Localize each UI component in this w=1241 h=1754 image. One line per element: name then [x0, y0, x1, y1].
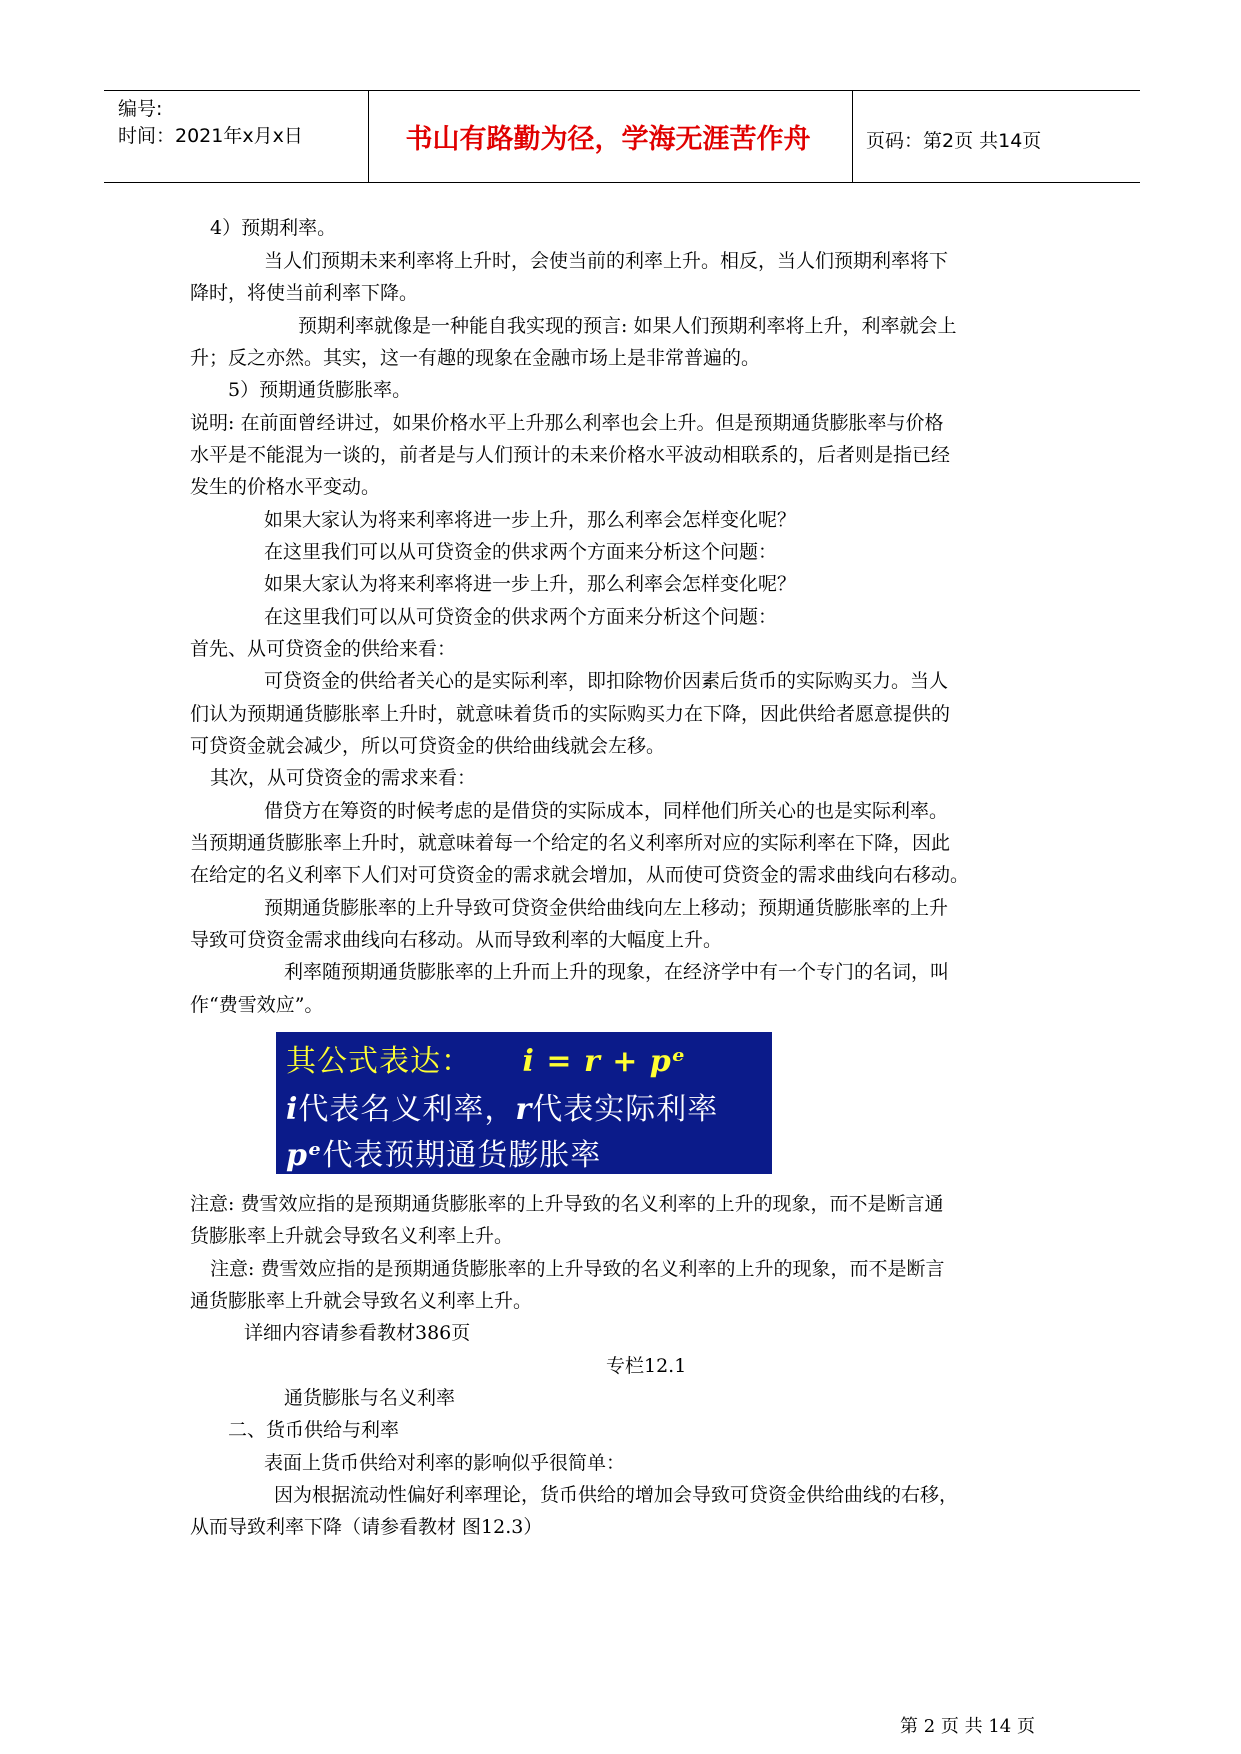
- formula-i-description: 代表名义利率，: [298, 1092, 516, 1127]
- formula-pe-description: 代表预期通货膨胀率: [322, 1138, 602, 1173]
- header-divider-right: [852, 90, 853, 182]
- body-line: 发生的价格水平变动。: [190, 476, 381, 498]
- body-line: 借贷方在筹资的时候考虑的是借贷的实际成本，同样他们所关心的也是实际利率。: [264, 800, 949, 822]
- section-supply: 首先、从可贷资金的供给来看：: [190, 638, 457, 660]
- body-line: 如果大家认为将来利率将进一步上升，那么利率会怎样变化呢？: [264, 509, 797, 531]
- body-line: 作“费雪效应”。: [190, 994, 324, 1016]
- formula-i-symbol: i: [286, 1092, 299, 1127]
- body-line: 表面上货币供给对利率的影响似乎很简单：: [264, 1452, 626, 1474]
- body-line: 在给定的名义利率下人们对可贷资金的需求就会增加，从而使可贷资金的需求曲线向右移动。: [190, 864, 970, 886]
- formula-r-description: 代表实际利率: [532, 1092, 719, 1127]
- reference-line: 详细内容请参看教材386页: [244, 1322, 471, 1344]
- section-demand: 其次，从可贷资金的需求来看：: [210, 767, 477, 789]
- column-title: 专栏12.1: [606, 1355, 687, 1377]
- body-line: 从而导致利率下降（请参看教材 图12.3）: [190, 1516, 543, 1538]
- body-line: 预期利率就像是一种能自我实现的预言: 如果人们预期利率将上升，利率就会上: [298, 315, 957, 337]
- heading-expected-inflation: 5）预期通货膨胀率。: [228, 379, 412, 401]
- body-line: 在这里我们可以从可贷资金的供求两个方面来分析这个问题：: [264, 606, 778, 628]
- formula-r-symbol: r: [515, 1092, 533, 1127]
- body-line: 水平是不能混为一谈的，前者是与人们预计的未来价格水平波动相联系的，后者则是指已经: [190, 444, 951, 466]
- body-line: 可贷资金的供给者关心的是实际利率，即扣除物价因素后货币的实际购买力。当人: [264, 670, 949, 692]
- header-time-label: 时间：2021年x月x日: [118, 125, 303, 147]
- body-line: 如果大家认为将来利率将进一步上升，那么利率会怎样变化呢？: [264, 573, 797, 595]
- fisher-formula-image: [276, 1032, 772, 1174]
- body-line: 升；反之亦然。其实，这一有趣的现象在金融市场上是非常普遍的。: [190, 347, 761, 369]
- body-line: 当人们预期未来利率将上升时，会使当前的利率上升。相反，当人们预期利率将下: [264, 250, 949, 272]
- body-line: 降时，将使当前利率下降。: [190, 282, 419, 304]
- body-line: 在这里我们可以从可贷资金的供求两个方面来分析这个问题：: [264, 541, 778, 563]
- column-subtitle: 通货膨胀与名义利率: [284, 1387, 456, 1409]
- footer-page-number: 第 2 页 共 14 页: [900, 1716, 1035, 1737]
- body-line: 因为根据流动性偏好利率理论，货币供给的增加会导致可贷资金供给曲线的右移，: [274, 1484, 959, 1506]
- section-money-supply: 二、货币供给与利率: [228, 1419, 400, 1441]
- header-bottom-rule: [104, 182, 1140, 183]
- formula-pe-symbol: pᵉ: [286, 1138, 323, 1173]
- note-line: 注意: 费雪效应指的是预期通货膨胀率的上升导致的名义利率的上升的现象，而不是断言: [210, 1258, 945, 1280]
- heading-expected-interest-rate: 4）预期利率。: [210, 217, 337, 239]
- body-line: 们认为预期通货膨胀率上升时，就意味着货币的实际购买力在下降，因此供给者愿意提供的: [190, 703, 951, 725]
- formula-label: 其公式表达：: [286, 1044, 472, 1079]
- formula-equation: i = r + pᵉ: [522, 1044, 687, 1079]
- body-line: 可贷资金就会减少，所以可贷资金的供给曲线就会左移。: [190, 735, 666, 757]
- note-line: 货膨胀率上升就会导致名义利率上升。: [190, 1225, 514, 1247]
- body-line: 利率随预期通货膨胀率的上升而上升的现象，在经济学中有一个专门的名词，叫: [284, 961, 950, 983]
- header-number-label: 编号:: [118, 98, 163, 120]
- header-page-label: 页码：第2页 共14页: [866, 130, 1042, 152]
- body-line: 预期通货膨胀率的上升导致可贷资金供给曲线向左上移动；预期通货膨胀率的上升: [264, 897, 949, 919]
- body-line: 导致可贷资金需求曲线向右移动。从而导致利率的大幅度上升。: [190, 929, 723, 951]
- body-line: 说明: 在前面曾经讲过，如果价格水平上升那么利率也会上升。但是预期通货膨胀率与价格: [190, 412, 944, 434]
- body-line: 当预期通货膨胀率上升时，就意味着每一个给定的名义利率所对应的实际利率在下降，因此: [190, 832, 951, 854]
- header-top-rule: [104, 90, 1140, 91]
- header-motto: 书山有路勤为径，学海无涯苦作舟: [405, 124, 811, 155]
- note-line: 通货膨胀率上升就会导致名义利率上升。: [190, 1290, 533, 1312]
- note-line: 注意: 费雪效应指的是预期通货膨胀率的上升导致的名义利率的上升的现象，而不是断言通: [190, 1193, 944, 1215]
